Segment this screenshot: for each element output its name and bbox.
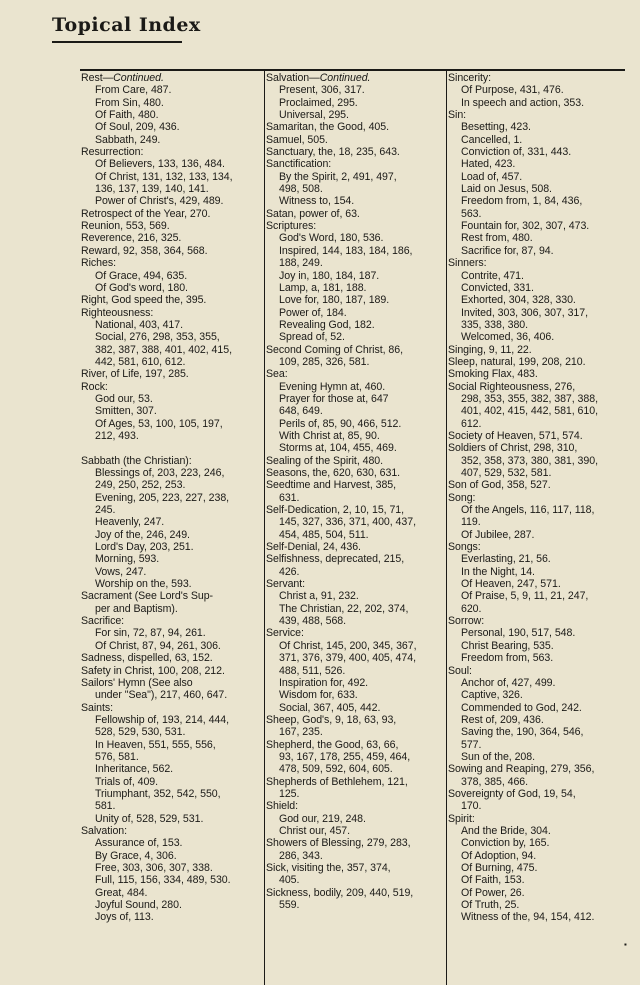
index-subentry: Wisdom for, 633. [279, 689, 358, 702]
index-subentry: Of the Angels, 116, 117, 118, [461, 504, 595, 517]
index-subentry: Besetting, 423. [461, 121, 531, 134]
index-heading: Rest—Continued. [81, 72, 164, 84]
index-continuation: 245. [95, 504, 116, 517]
index-subentry: Joy of the, 246, 249. [95, 528, 190, 541]
index-continuation: 488, 511, 526. [279, 664, 346, 677]
index-continuation: 559. [279, 899, 300, 912]
index-subentry: Morning, 593. [95, 553, 160, 566]
index-subentry: Invited, 303, 306, 307, 317, [461, 306, 589, 319]
index-spacer [81, 442, 258, 454]
index-heading: Salvation—Continued. [266, 72, 371, 84]
index-subentry: Revealing God, 182. [279, 318, 375, 331]
index-continuation: 407, 529, 532, 581. [461, 467, 552, 479]
index-continuation: 620. [461, 602, 482, 615]
index-heading: Righteousness: [81, 306, 154, 319]
index-heading: Saints: [81, 701, 114, 714]
index-subentry: Perils of, 85, 90, 466, 512. [279, 417, 402, 430]
index-continuation: 528, 529, 530, 531. [95, 726, 186, 739]
index-continuation: 382, 387, 388, 401, 402, 415, [95, 343, 232, 356]
index-subentry: Evening, 205, 223, 227, 238, [95, 491, 230, 504]
index-continuation: under "Sea"), 217, 460, 647. [95, 689, 228, 702]
index-column-3 [446, 70, 627, 985]
index-subentry: Rest from, 480. [461, 232, 533, 245]
index-subentry: Witness to, 154. [279, 195, 355, 208]
index-subentry: Universal, 295. [279, 109, 349, 122]
index-subentry: Exhorted, 304, 328, 330. [461, 294, 576, 307]
index-subentry: Free, 303, 306, 307, 338. [95, 862, 213, 874]
index-heading: Second Coming of Christ, 86, [266, 343, 403, 356]
index-subentry: Of Soul, 209, 436. [95, 121, 180, 134]
index-heading: Retrospect of the Year, 270. [81, 207, 211, 220]
index-column-1 [81, 70, 258, 985]
index-subentry: Power of, 184. [279, 306, 347, 319]
index-continuation: 405. [279, 874, 300, 887]
index-subentry: Welcomed, 36, 406. [461, 331, 555, 344]
index-subentry: Everlasting, 21, 56. [461, 553, 551, 566]
index-heading: Society of Heaven, 571, 574. [448, 429, 583, 442]
index-subentry: Freedom from, 563. [461, 652, 554, 665]
index-heading: Sovereignty of God, 19, 54, [448, 787, 576, 800]
index-heading: Showers of Blessing, 279, 283, [266, 837, 411, 850]
index-subentry: Joy in, 180, 184, 187. [279, 269, 380, 282]
index-subentry: Sun of the, 208. [461, 750, 536, 763]
index-subentry: Of God's word, 180. [95, 281, 188, 294]
index-column-2 [264, 70, 441, 985]
index-subentry: Of Praise, 5, 9, 11, 21, 247, [461, 590, 589, 603]
index-heading: Sealing of the Spirit, 480. [266, 454, 384, 467]
index-subentry: Rest of, 209, 436. [461, 713, 544, 726]
title-underline [52, 41, 182, 43]
index-continuation: 136, 137, 139, 140, 141. [95, 183, 209, 196]
index-continuation: 612. [461, 417, 482, 430]
index-subentry: Great, 484. [95, 886, 148, 899]
index-heading: Songs: [448, 541, 481, 554]
index-continuation: 426. [279, 565, 300, 578]
index-subentry: Of Grace, 494, 635. [95, 269, 188, 282]
index-heading: Selfishness, deprecated, 215, [266, 553, 405, 566]
index-subentry: Of Ages, 53, 100, 105, 197, [95, 417, 223, 430]
index-subentry: Sacrifice for, 87, 94. [461, 244, 554, 257]
index-subentry: Evening Hymn at, 460. [279, 380, 386, 393]
page-speck: ▪ [624, 940, 627, 949]
index-subentry: Of Christ, 131, 132, 133, 134, [95, 170, 233, 183]
index-subentry: For sin, 72, 87, 94, 261. [95, 627, 206, 640]
index-heading: Resurrection: [81, 146, 144, 159]
index-subentry: Joys of, 113. [95, 911, 154, 924]
index-subentry: Assurance of, 153. [95, 837, 183, 850]
index-subentry: The Christian, 22, 202, 374, [279, 602, 409, 615]
index-subentry: Prayer for those at, 647 [279, 392, 389, 405]
index-subentry: Of Power, 26. [461, 886, 525, 899]
index-subentry: Anchor of, 427, 499. [461, 676, 556, 689]
index-heading: Shepherd, the Good, 63, 66, [266, 738, 399, 751]
index-heading: Soul: [448, 664, 472, 677]
index-heading: Sincerity: [448, 72, 492, 84]
index-subentry: Power of Christ's, 429, 489. [95, 195, 224, 208]
index-subentry: Conviction of, 331, 443. [461, 146, 572, 159]
index-continuation: 439, 488, 568. [279, 615, 347, 628]
index-subentry: Inspired, 144, 183, 184, 186, [279, 244, 413, 257]
index-heading: Sailors' Hymn (See also [81, 676, 193, 689]
index-continuation: 577. [461, 738, 482, 751]
index-heading: Sanctification: [266, 158, 332, 171]
index-heading: Sick, visiting the, 357, 374, [266, 862, 391, 874]
index-heading: Singing, 9, 11, 22. [448, 343, 532, 356]
index-subentry: Of Adoption, 94. [461, 849, 537, 862]
index-heading: Social Righteousness, 276, [448, 380, 576, 393]
index-heading: Self-Denial, 24, 436. [266, 541, 361, 554]
index-heading: Self-Dedication, 2, 10, 15, 71, [266, 504, 405, 517]
index-heading: Riches: [81, 257, 116, 270]
index-heading: Sickness, bodily, 209, 440, 519, [266, 886, 414, 899]
index-heading: Satan, power of, 63. [266, 207, 360, 220]
index-heading: River, of Life, 197, 285. [81, 368, 189, 381]
index-continuation: 298, 353, 355, 382, 387, 388, [461, 392, 598, 405]
index-heading: Reunion, 553, 569. [81, 220, 170, 233]
index-subentry: God our, 219, 248. [279, 812, 366, 825]
index-subentry: Joyful Sound, 280. [95, 899, 182, 912]
index-continuation: 145, 327, 336, 371, 400, 437, [279, 516, 416, 529]
index-subentry: With Christ at, 85, 90. [279, 429, 380, 442]
index-subentry: Cancelled, 1. [461, 133, 523, 146]
index-subentry: God our, 53. [95, 392, 153, 405]
index-subentry: Triumphant, 352, 542, 550, [95, 787, 221, 800]
index-subentry: Fellowship of, 193, 214, 444, [95, 713, 230, 726]
index-subentry: By Grace, 4, 306. [95, 849, 177, 862]
index-subentry: Of Jubilee, 287. [461, 528, 535, 541]
index-subentry: God's Word, 180, 536. [279, 232, 384, 245]
index-heading: Sheep, God's, 9, 18, 63, 93, [266, 713, 397, 726]
index-heading: Shield: [266, 800, 299, 813]
index-heading: Right, God speed the, 395. [81, 294, 207, 307]
index-heading: Son of God, 358, 527. [448, 479, 551, 492]
index-continuation: 249, 250, 252, 253. [95, 479, 186, 492]
index-heading: Sabbath (the Christian): [81, 454, 192, 467]
index-subentry: Captive, 326. [461, 689, 523, 702]
index-heading: Service: [266, 627, 304, 640]
index-heading: Rock: [81, 380, 108, 393]
index-subentry: Lamp, a, 181, 188. [279, 281, 367, 294]
index-heading: Spirit: [448, 812, 475, 825]
index-heading: Reward, 92, 358, 364, 568. [81, 244, 208, 257]
index-subentry: Load of, 457. [461, 170, 523, 183]
index-continuation: 442, 581, 610, 612. [95, 355, 186, 368]
index-heading: Smoking Flax, 483. [448, 368, 538, 381]
index-heading: Sacrament (See Lord's Sup- [81, 590, 214, 603]
index-continuation: 109, 285, 326, 581. [279, 355, 370, 368]
index-subentry: Smitten, 307. [95, 405, 157, 418]
index-continuation: 401, 402, 415, 442, 581, 610, [461, 405, 598, 418]
index-subentry: Christ our, 457. [279, 824, 351, 837]
index-continuation: 119. [461, 516, 481, 529]
index-continuation: per and Baptism). [95, 602, 178, 615]
index-subentry: Laid on Jesus, 508. [461, 183, 552, 196]
index-continuation: 631. [279, 491, 300, 504]
index-heading: Salvation: [81, 824, 128, 837]
index-subentry: Full, 115, 156, 334, 489, 530. [95, 874, 231, 887]
index-heading: Sanctuary, the, 18, 235, 643. [266, 146, 400, 159]
index-subentry: Of Purpose, 431, 476. [461, 84, 564, 97]
index-continuation: 576, 581. [95, 750, 139, 763]
index-subentry: In Heaven, 551, 555, 556, [95, 738, 216, 751]
index-heading: Reverence, 216, 325. [81, 232, 182, 245]
index-subentry: Freedom from, 1, 84, 436, [461, 195, 583, 208]
index-subentry: Fountain for, 302, 307, 473. [461, 220, 590, 233]
index-subentry: Spread of, 52. [279, 331, 345, 344]
index-heading: Sin: [448, 109, 467, 122]
index-subentry: Christ Bearing, 535. [461, 639, 554, 652]
index-continuation: 454, 485, 504, 511. [279, 528, 369, 541]
index-continuation: 212, 493. [95, 429, 139, 442]
index-heading: Safety in Christ, 100, 208, 212. [81, 664, 225, 677]
index-subentry: From Care, 487. [95, 84, 172, 97]
index-subentry: In the Night, 14. [461, 565, 535, 578]
index-subentry: By the Spirit, 2, 491, 497, [279, 170, 397, 183]
index-subentry: Trials of, 409. [95, 775, 159, 788]
index-subentry: Blessings of, 203, 223, 246, [95, 467, 225, 479]
index-continuation: 478, 509, 592, 604, 605. [279, 763, 393, 776]
index-subentry: From Sin, 480. [95, 96, 164, 109]
index-subentry: In speech and action, 353. [461, 96, 584, 109]
index-subentry: Present, 306, 317. [279, 84, 365, 97]
index-heading: Scriptures: [266, 220, 317, 233]
index-subentry: Inspiration for, 492. [279, 676, 369, 689]
index-subentry: Of Faith, 480. [95, 109, 159, 122]
index-subentry: Storms at, 104, 455, 469. [279, 442, 397, 455]
index-heading: Song: [448, 491, 476, 504]
index-subentry: Of Christ, 87, 94, 261, 306. [95, 639, 221, 652]
index-subentry: Witness of the, 94, 154, 412. [461, 911, 595, 924]
index-continuation: 352, 358, 373, 380, 381, 390, [461, 454, 598, 467]
index-subentry: Contrite, 471. [461, 269, 524, 282]
index-subentry: Conviction by, 165. [461, 837, 550, 850]
index-continuation: 188, 249. [279, 257, 323, 270]
index-heading: Soldiers of Christ, 298, 310, [448, 442, 578, 455]
index-heading: Samuel, 505. [266, 133, 328, 146]
index-heading: Seasons, the, 620, 630, 631. [266, 467, 401, 479]
index-subentry: Lord's Day, 203, 251. [95, 541, 194, 554]
index-continuation: 648, 649. [279, 405, 323, 418]
index-subentry: Of Heaven, 247, 571. [461, 578, 561, 591]
index-continuation: 498, 508. [279, 183, 323, 196]
index-continuation: 335, 338, 380. [461, 318, 529, 331]
index-heading: Shepherds of Bethlehem, 121, [266, 775, 408, 788]
index-subentry: National, 403, 417. [95, 318, 183, 331]
index-continuation: 378, 385, 466. [461, 775, 529, 788]
index-heading: Sinners: [448, 257, 487, 270]
index-heading: Sleep, natural, 199, 208, 210. [448, 355, 586, 368]
index-subentry: Inheritance, 562. [95, 763, 174, 776]
index-subentry: Of Christ, 145, 200, 345, 367, [279, 639, 417, 652]
index-heading: Seedtime and Harvest, 385, [266, 479, 397, 492]
index-subentry: Commended to God, 242. [461, 701, 582, 714]
index-heading: Sacrifice: [81, 615, 125, 628]
index-continuation: 170. [461, 800, 482, 813]
index-continuation: 286, 343. [279, 849, 323, 862]
index-subentry: Vows, 247. [95, 565, 147, 578]
index-subentry: Love for, 180, 187, 189. [279, 294, 390, 307]
index-heading: Sowing and Reaping, 279, 356, [448, 763, 595, 776]
index-subentry: Personal, 190, 517, 548. [461, 627, 576, 640]
index-heading: Sea: [266, 368, 288, 381]
index-continuation: 371, 376, 379, 400, 405, 474, [279, 652, 416, 665]
index-heading: Sadness, dispelled, 63, 152. [81, 652, 213, 665]
index-subentry: Heavenly, 247. [95, 516, 165, 529]
index-subentry: Of Faith, 153. [461, 874, 525, 887]
index-subentry: Of Believers, 133, 136, 484. [95, 158, 225, 171]
index-subentry: Hated, 423. [461, 158, 516, 171]
index-continuation: 581. [95, 800, 116, 813]
index-subentry: Proclaimed, 295. [279, 96, 358, 109]
index-continuation: 167, 235. [279, 726, 323, 739]
index-continuation: 125. [279, 787, 300, 800]
index-subentry: And the Bride, 304. [461, 824, 551, 837]
index-subentry: Social, 367, 405, 442. [279, 701, 381, 714]
index-subentry: Worship on the, 593. [95, 578, 192, 591]
index-continuation: 93, 167, 178, 255, 459, 464, [279, 750, 411, 763]
index-heading: Samaritan, the Good, 405. [266, 121, 390, 134]
index-subentry: Convicted, 331. [461, 281, 534, 294]
index-subentry: Sabbath, 249. [95, 133, 161, 146]
index-heading: Servant: [266, 578, 306, 591]
index-subentry: Of Truth, 25. [461, 899, 520, 912]
index-heading: Sorrow: [448, 615, 485, 628]
index-subentry: Of Burning, 475. [461, 862, 538, 874]
index-subentry: Unity of, 528, 529, 531. [95, 812, 204, 825]
index-continuation: 563. [461, 207, 482, 220]
index-subentry: Christ a, 91, 232. [279, 590, 359, 603]
page-title: Topical Index [52, 14, 201, 36]
index-subentry: Saving the, 190, 364, 546, [461, 726, 584, 739]
index-subentry: Social, 276, 298, 353, 355, [95, 331, 220, 344]
